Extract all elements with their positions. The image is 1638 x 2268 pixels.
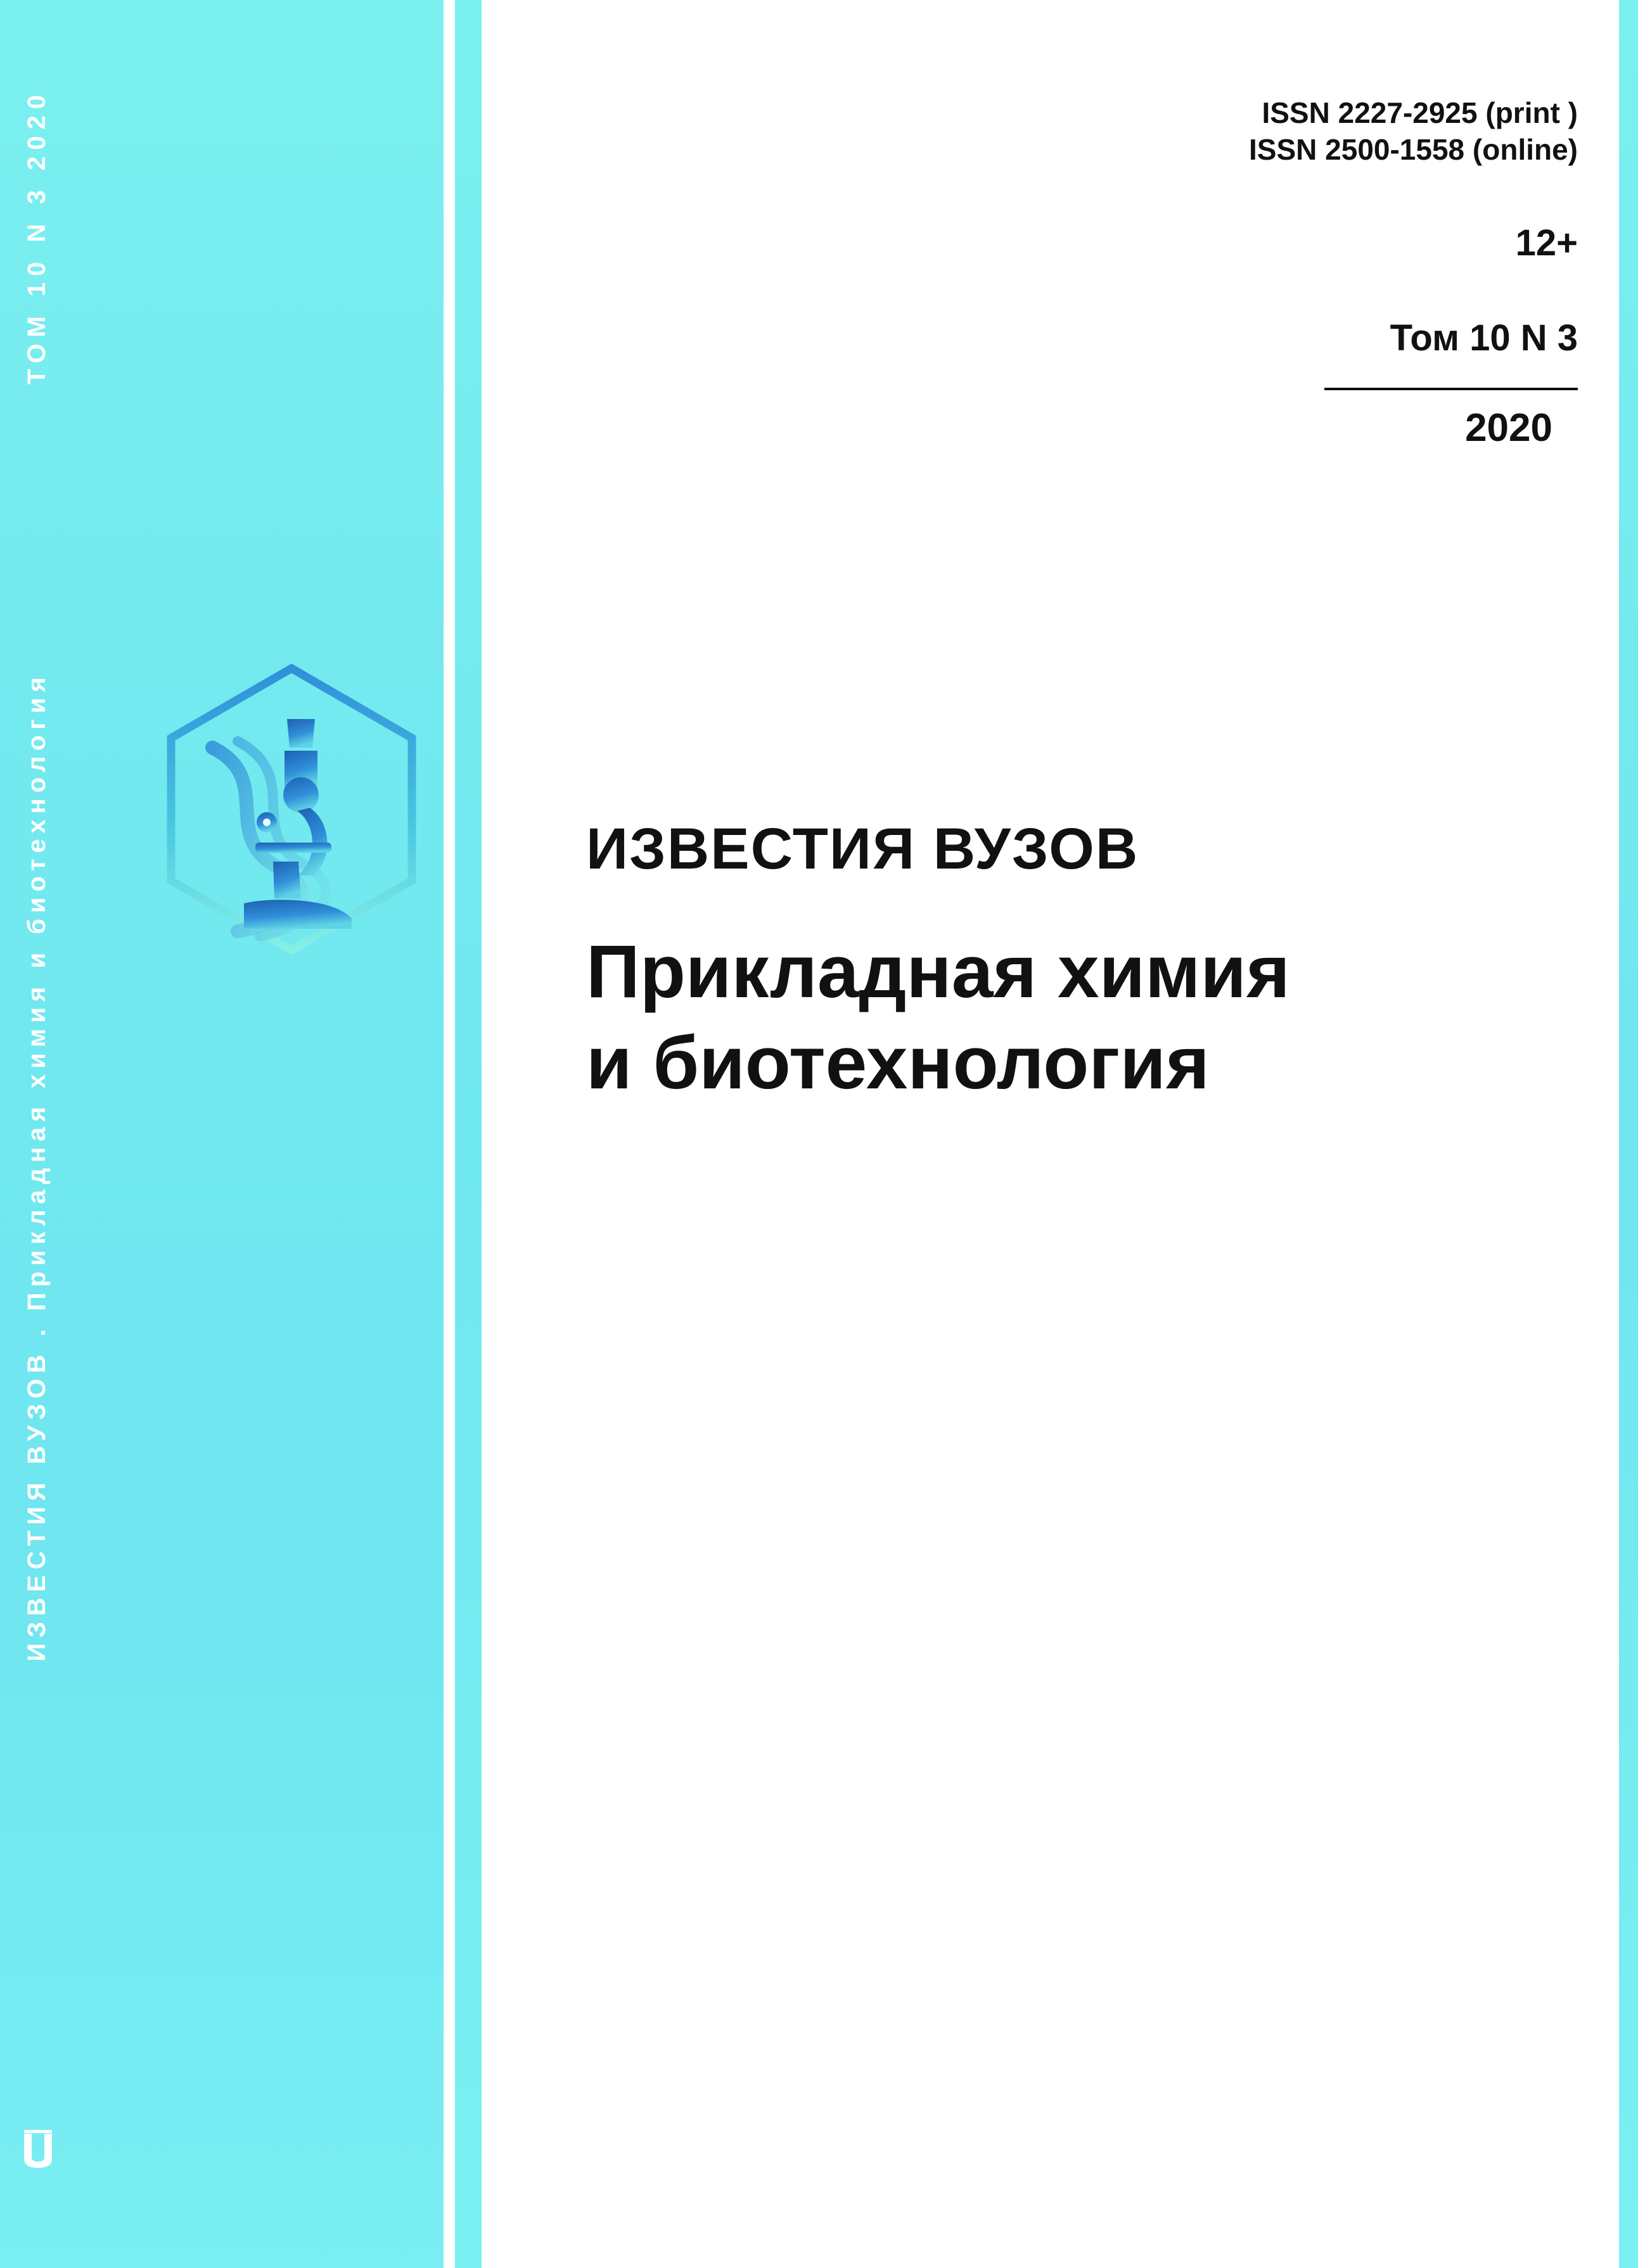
title-block (586, 817, 1587, 1109)
issn-print: ISSN 2227-2925 (print ) (1262, 96, 1578, 129)
spine-title-text: ИЗВЕСТИЯ ВУЗОВ . Прикладная химия и биотехнология (23, 672, 51, 1662)
spine-panel (0, 0, 444, 2268)
spine-volume-text: ТОМ 10 N 3 2020 (23, 89, 51, 385)
spine-gap (444, 0, 455, 2268)
issn-online: ISSN 2500-1558 (online) (1249, 132, 1578, 166)
cover-content (482, 0, 1613, 2268)
age-rating-badge: 12+ (1515, 222, 1578, 264)
issn-block (1249, 95, 1578, 168)
right-edge-gap (1613, 0, 1619, 2268)
publication-year: 2020 (1465, 406, 1552, 450)
journal-series-title: ИЗВЕСТИЯ ВУЗОВ (586, 817, 1139, 881)
microscope-dna-hexagon-emblem (143, 653, 440, 982)
volume-issue: Том 10 N 3 (1390, 317, 1578, 359)
journal-title (586, 927, 1587, 1109)
volume-divider (1324, 388, 1578, 390)
spine-accent-stripe (455, 0, 482, 2268)
journal-title-line1: Прикладная химия (586, 930, 1290, 1014)
publisher-mark-icon (19, 2129, 57, 2173)
journal-title-line2: и биотехнология (586, 1021, 1210, 1105)
right-edge-stripe (1619, 0, 1638, 2268)
